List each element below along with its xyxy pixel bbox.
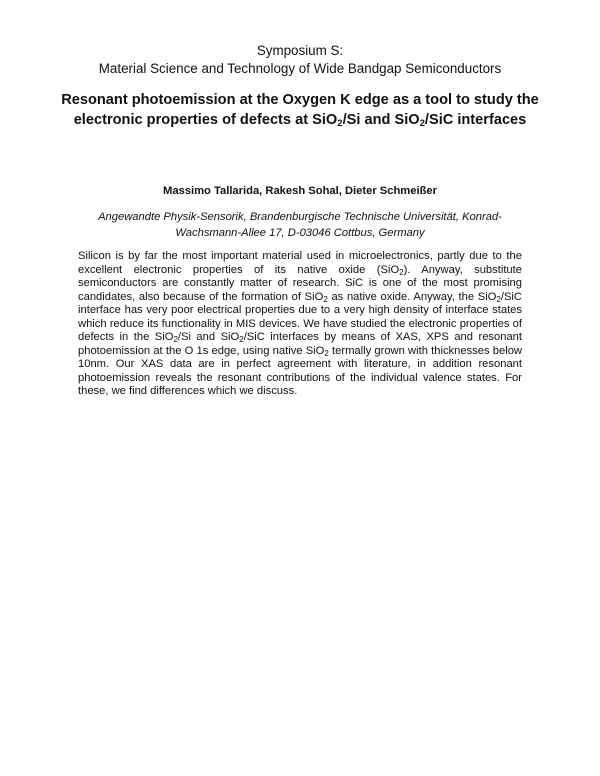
abstract-text-3: as native oxide. Anyway, the SiO [327, 290, 497, 303]
paper-title [60, 91, 540, 130]
abstract-subscript-5: 2 [239, 335, 244, 344]
abstract-text-5: /Si and SiO [177, 331, 240, 343]
abstract-subscript-4: 2 [173, 335, 178, 344]
abstract-text-7: termally grown with thicknesses below 10nm. Our XAS data are in perfect agreement with literature, in addition resonant photoemission reveals the resonant contributions of the individual valence states. For these, we find differences which we discuss. [78, 344, 523, 397]
abstract-text-1: Silicon is by far the most important material used in microelectronics, partly due to the excellent electronic properties of its native oxide (SiO [78, 250, 522, 276]
abstract-subscript-1: 2 [399, 267, 404, 277]
abstract-text-2: ). Anyway, substitute semiconductors are constantly matter of research. SiC is one of the most promising candidates, also because of the formation of SiO [78, 263, 522, 303]
abstract-subscript-6: 2 [324, 348, 329, 358]
title-text-2: /Si and SiO [342, 111, 420, 128]
title-text-3: /SiC interfaces [424, 111, 527, 128]
abstract-text [78, 250, 522, 399]
title-text-1: Resonant photoemission at the Oxygen K edge as a tool to study the electronic properties of defects at SiO [61, 92, 539, 128]
symposium-label: Symposium S: [256, 43, 344, 58]
title-subscript-1: 2 [337, 117, 343, 129]
symposium-name: Material Science and Technology of Wide Bandgap Semiconductors [98, 61, 502, 76]
title-subscript-2: 2 [419, 117, 425, 129]
abstract-subscript-3: 2 [496, 294, 501, 304]
abstract-subscript-2: 2 [323, 294, 328, 304]
affiliation: Angewandte Physik-Sensorik, Brandenburgische Technische Universität, Konrad-Wachsmann-Allee 17, D-03046 Cottbus, Germany [98, 211, 502, 239]
abstract-text-6: /SiC interfaces by means of XAS, XPS and resonant photoemission at the O 1s edge, using native SiO [78, 331, 522, 357]
author-list: Massimo Tallarida, Rakesh Sohal, Dieter Schmeißer [163, 185, 437, 197]
abstract-text-4: /SiC interface has very poor electrical properties due to a very high density of interface states which reduce its functionality in MIS devices. We have studied the electronic properties of defects in the SiO [78, 290, 522, 343]
